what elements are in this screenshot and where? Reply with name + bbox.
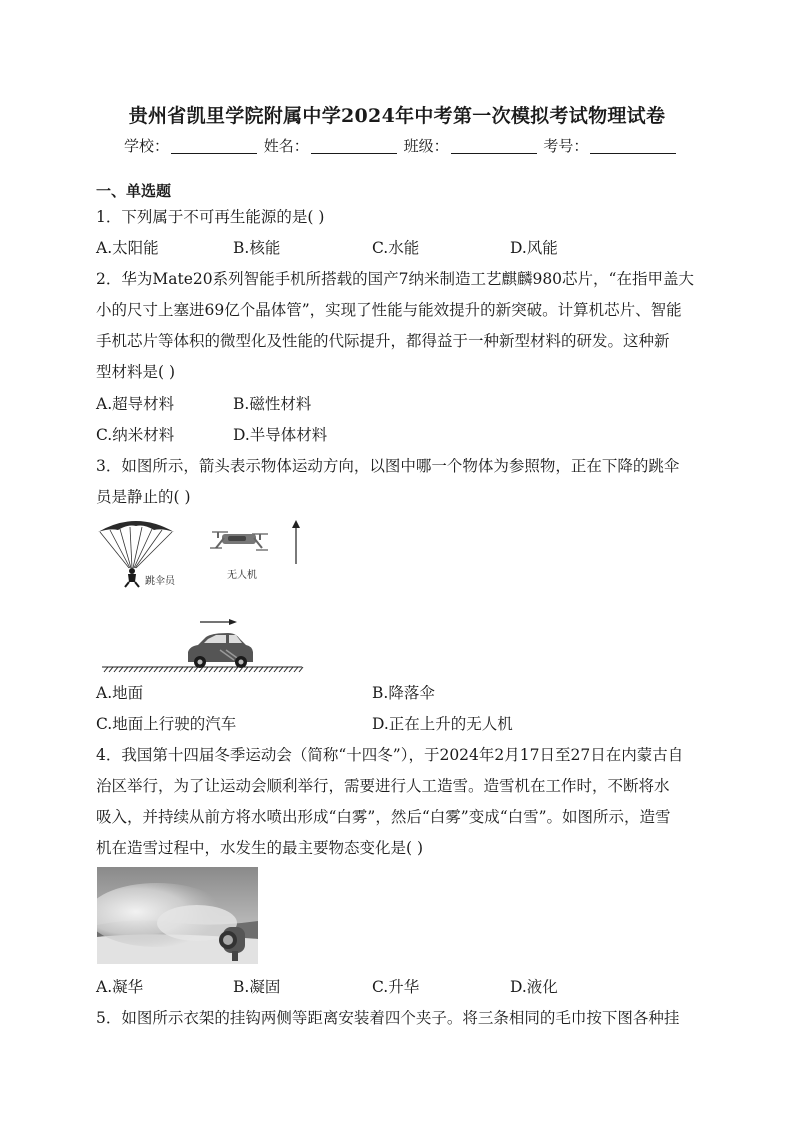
ground-hatch [104,667,108,672]
q5-line-1: 5．如图所示衣架的挂钩两侧等距离安装着四个夹子。将三条相同的毛巾按下图各种挂 [96,1009,680,1027]
class-blank [451,138,537,154]
q3-option-c: C.地面上行驶的汽车 [96,715,237,733]
ground-hatch [109,667,113,672]
ground-hatch [274,667,278,672]
page-title: 贵州省凯里学院附属中学2024年中考第一次模拟考试物理试卷 [128,105,666,127]
ground-hatch [289,667,293,672]
ground-hatch [244,667,248,672]
q4-option-b: B.凝固 [233,978,281,996]
ground-hatch [169,667,173,672]
ground-hatch [279,667,283,672]
ground-hatch [264,667,268,672]
ground-hatch [119,667,123,672]
q3-option-a: A.地面 [96,684,144,702]
parachutist-label: 跳伞员 [145,576,175,587]
exam-number-blank [590,138,676,154]
ground-hatch [204,667,208,672]
q4-line-3: 吸入，并持续从前方将水喷出形成“白雾”，然后“白雾”变成“白雪”。如图所示，造雪 [96,808,671,826]
q4-option-a: A.凝华 [96,978,144,996]
ground-hatch [194,667,198,672]
name-blank [311,138,397,154]
ground-hatch [294,667,298,672]
ground-hatch [184,667,188,672]
ground-hatch [159,667,163,672]
q2-line-1: 2．华为Mate20系列智能手机所搭载的国产7纳米制造工艺麒麟980芯片，“在指甲盖大 [96,270,694,288]
ground-hatch [299,667,303,672]
q1-text: 1．下列属于不可再生能源的是( ) [96,208,325,226]
q4-option-c: C.升华 [372,978,420,996]
ground-hatch [209,667,213,672]
up-arrow-icon [292,520,300,564]
ground-hatch [284,667,288,672]
q2-option-b: B.磁性材料 [233,395,312,413]
ground-hatch [164,667,168,672]
ground-hatch [249,667,253,672]
q2-option-a: A.超导材料 [96,395,175,413]
q1-option-d: D.风能 [510,239,558,257]
ground-hatch [189,667,193,672]
q2-line-2: 小的尺寸上塞进69亿个晶体管”，实现了性能与能效提升的新突破。计算机芯片、智能 [96,301,682,319]
snow-machine-photo [97,867,258,964]
q3-line-1: 3．如图所示，箭头表示物体运动方向，以图中哪一个物体为参照物，正在下降的跳伞 [96,457,680,475]
q2-option-d: D.半导体材料 [233,426,328,444]
ground-hatch [229,667,233,672]
ground-hatch [234,667,238,672]
q3-line-2: 员是静止的( ) [96,488,191,506]
class-label: 班级： [403,137,449,155]
q2-line-3: 手机芯片等体积的微型化及性能的代际提升，都得益于一种新型材料的研发。这种新 [96,332,670,350]
ground-hatch [144,667,148,672]
car-icon [188,633,253,668]
school-label: 学校： [124,137,170,155]
section-heading: 一、单选题 [96,182,172,200]
q4-line-1: 4．我国第十四届冬季运动会（简称“十四冬”），于2024年2月17日至27日在内蒙古自 [96,746,684,764]
ground-hatch [174,667,178,672]
ground-hatch [219,667,223,672]
ground-hatch [269,667,273,672]
q4-line-4: 机在造雪过程中，水发生的最主要物态变化是( ) [96,839,424,857]
q4-option-d: D.液化 [510,978,558,996]
drone-label: 无人机 [227,570,257,581]
ground-hatch [114,667,118,672]
q1-option-c: C.水能 [372,239,420,257]
ground-hatch [259,667,263,672]
ground-hatch [129,667,133,672]
ground-line [102,667,303,672]
ground-hatch [214,667,218,672]
q3-figure [96,512,308,674]
right-arrow-icon [200,619,237,625]
q4-line-2: 治区举行，为了让运动会顺利举行，需要进行人工造雪。造雪机在工作时，不断将水 [96,777,670,795]
drone-icon [210,532,268,550]
student-info-line [124,135,678,156]
ground-hatch [179,667,183,672]
q2-line-4: 型材料是( ) [96,363,176,381]
ground-hatch [254,667,258,672]
ground-hatch [134,667,138,672]
ground-hatch [139,667,143,672]
q1-option-b: B.核能 [233,239,281,257]
ground-hatch [224,667,228,672]
ground-hatch [149,667,153,672]
q3-option-b: B.降落伞 [372,684,435,702]
q1-option-a: A.太阳能 [96,239,159,257]
q2-option-c: C.纳米材料 [96,426,175,444]
school-blank [171,138,257,154]
exam-number-label: 考号： [543,137,589,155]
name-label: 姓名： [263,137,309,155]
ground-hatch [124,667,128,672]
q3-option-d: D.正在上升的无人机 [372,715,513,733]
ground-hatch [154,667,158,672]
